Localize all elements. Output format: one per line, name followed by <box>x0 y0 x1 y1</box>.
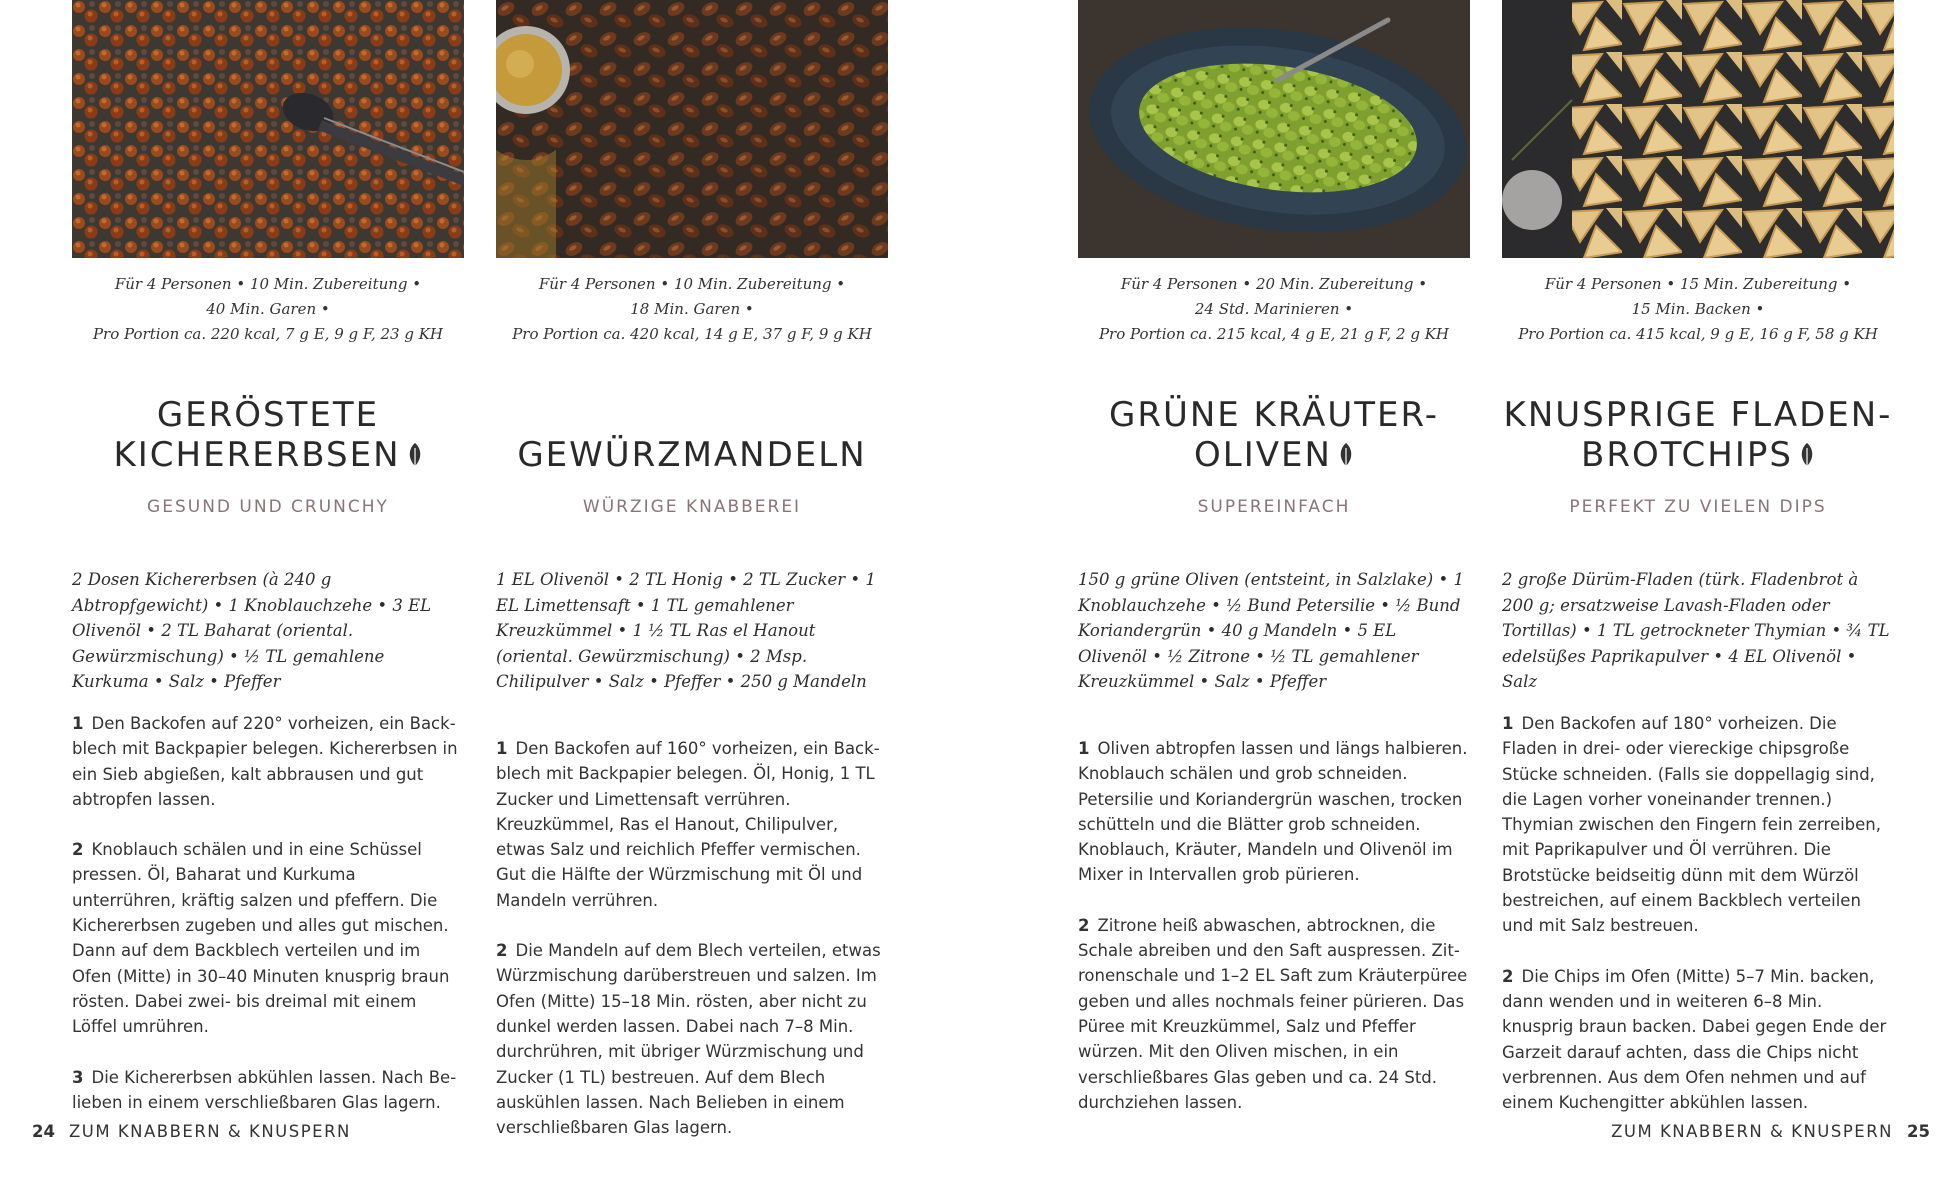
title-line: GERÖSTETE <box>156 395 380 435</box>
title-line: GRÜNE KRÄUTER- <box>1108 395 1440 435</box>
title-line: KICHERERBSEN <box>113 435 401 475</box>
page-number: 24 <box>32 1122 55 1141</box>
recipe-steps <box>1502 711 1894 1115</box>
recipe-subtitle: SUPEREINFACH <box>1197 497 1351 517</box>
recipe-step <box>1078 913 1470 1115</box>
step-text: Zitrone heiß abwaschen, abtrocknen, die Schale abreiben und den Saft auspressen. Zitronenschale und 1–2 EL Saft zum Kräuterpüree geben und alles nochmals feiner pürieren. Das Püree mit Kreuzkümmel, Salz und Pfeffer würzen. Mit den Oliven mischen, in ein verschließbares Glas geben und ca. 24 Std. durchziehen lassen. <box>1078 915 1468 1112</box>
recipe-photo <box>496 0 888 258</box>
footer-right <box>1611 1122 1944 1141</box>
recipe-column-olives <box>1078 0 1470 1140</box>
title-line: BROTCHIPS <box>1581 435 1793 475</box>
recipe-step <box>72 711 464 812</box>
step-text: Die Mandeln auf dem Blech verteilen, etwas Würzmischung darüberstreuen und salzen. Im Ofen (Mitte) 15–18 Min. rösten, aber nicht zu dunkel werden lassen. Dabei nach 7–8 Min. durchrühren, mit übriger Würzmischung und Zucker (1 TL) bestreuen. Auf dem Blech auskühlen lassen. Nach Belieben in einem verschließbaren Glas lagern. <box>496 941 881 1138</box>
step-text: Den Backofen auf 180° vorheizen. Die Fladen in drei- oder viereckige chipsgroße Stücke schneiden. (Falls sie doppellagig sind, die Lagen vorher voneinander trennen.) Thymian zwischen den Fingern fein zerreiben, mit Paprikapulver und Öl verrühren. Die Brotstücke beidseitig dünn mit dem Würzöl bestreichen, auf einem Backblech verteilen und mit Salz bestreuen. <box>1502 714 1882 936</box>
roasted-chickpeas-photo <box>72 0 464 258</box>
recipe-meta <box>72 272 464 347</box>
recipe-column-chickpeas <box>72 0 464 1140</box>
step-number: 2 <box>496 941 508 961</box>
leaf-icon <box>1799 442 1815 468</box>
recipe-step <box>1078 736 1470 888</box>
step-text: Die Kichererbsen abkühlen lassen. Nach Belieben in einem verschließbaren Glas lagern. <box>72 1067 457 1112</box>
flatbread-chips-photo <box>1502 0 1894 258</box>
step-text: Den Backofen auf 160° vorheizen, ein Backblech mit Backpapier belegen. Öl, Honig, 1 TL Zucker und Limettensaft verrühren. Kreuzkümmel, Ras el Hanout, Chilipulver, etwas Salz und reichlich Pfeffer vermischen. Gut die Hälfte der Würzmischung mit Öl und Mandeln verrühren. <box>496 739 880 910</box>
leaf-icon <box>407 442 423 468</box>
recipe-subtitle: WÜRZIGE KNABBEREI <box>582 497 802 517</box>
recipe-title <box>1504 395 1893 475</box>
recipe-photo <box>1078 0 1470 258</box>
recipe-subtitle: GESUND UND CRUNCHY <box>147 497 389 517</box>
spiced-almonds-photo <box>496 0 888 258</box>
meta-line: 18 Min. Garen • <box>630 300 754 318</box>
footer-left <box>18 1122 351 1141</box>
step-number: 2 <box>1078 915 1090 935</box>
step-text: Die Chips im Ofen (Mitte) 5–7 Min. backen, dann wenden und in weiteren 6–8 Min. knusprig braun backen. Dabei gegen Ende der Garzeit darauf achten, dass die Chips nicht verbrennen. Aus dem Ofen nehmen und auf einem Kuchengitter abkühlen lassen. <box>1502 966 1887 1113</box>
page-number: 25 <box>1907 1122 1930 1141</box>
title-line: GEWÜRZMANDELN <box>517 435 867 475</box>
title-line: OLIVEN <box>1194 435 1332 475</box>
recipe-step <box>72 1065 464 1116</box>
step-number: 3 <box>72 1067 84 1087</box>
section-title: ZUM KNABBERN & KNUSPERN <box>68 1122 351 1141</box>
recipe-step <box>496 938 888 1140</box>
meta-line: Pro Portion ca. 215 kcal, 4 g E, 21 g F, 2 g KH <box>1098 325 1450 343</box>
step-text: Den Backofen auf 220° vorheizen, ein Backblech mit Backpapier belegen. Kichererbsen in ein Sieb abgießen, kalt abbrausen und gut abtropfen lassen. <box>72 714 458 809</box>
step-number: 2 <box>1502 966 1514 986</box>
meta-line: Für 4 Personen • 15 Min. Zubereitung • <box>1544 275 1852 293</box>
meta-line: Pro Portion ca. 415 kcal, 9 g E, 16 g F, 58 g KH <box>1518 325 1878 343</box>
ingredient-list: 2 große Dürüm-Fladen (türk. Fladenbrot à 200 g; ersatzweise Lavash-Fladen oder Tortillas) • 1 TL getrockneter Thymian • ¾ TL edelsüßes Paprikapulver • 4 EL Olivenöl • Salz <box>1502 570 1890 691</box>
step-number: 1 <box>1078 739 1090 758</box>
ingredient-list: 1 EL Olivenöl • 2 TL Honig • 2 TL Zucker • 1 EL Limettensaft • 1 TL gemahlener Kreuzkümmel • 1 ½ TL Ras el Hanout (oriental. Gewürzmischung) • 2 Msp. Chilipulver • Salz • Pfeffer • 250 g Mandeln <box>496 570 876 691</box>
section-title: ZUM KNABBERN & KNUSPERN <box>1611 1122 1894 1141</box>
recipe-column-flatbread-chips <box>1502 0 1894 1140</box>
recipe-title <box>113 395 422 475</box>
ingredient-list: 2 Dosen Kichererbsen (à 240 g Abtropfgewicht) • 1 Knoblauchzehe • 3 EL Olivenöl • 2 TL Baharat (oriental. Gewürzmischung) • ½ TL gemahlene Kurkuma • Salz • Pfeffer <box>72 570 432 691</box>
recipe-subtitle: PERFEKT ZU VIELEN DIPS <box>1569 497 1827 517</box>
recipe-meta <box>1078 272 1470 347</box>
recipe-step <box>72 837 464 1039</box>
recipe-meta <box>496 272 888 347</box>
step-text: Knoblauch schälen und in eine Schüssel pressen. Öl, Baharat und Kurkuma unterrühren, kräftig salzen und pfeffern. Die Kichererbsen zugeben und alles gut mischen. Dann auf dem Backblech verteilen und im Ofen (Mitte) in 30–40 Minuten knusprig braun rösten. Dabei zwei- bis dreimal mit einem Löffel umrühren. <box>72 840 450 1037</box>
recipe-step <box>1502 711 1894 939</box>
step-number: 1 <box>72 714 84 733</box>
recipe-step <box>1502 964 1894 1116</box>
meta-line: 15 Min. Backen • <box>1631 300 1765 318</box>
herb-olives-photo <box>1078 0 1470 258</box>
meta-line: Pro Portion ca. 220 kcal, 7 g E, 9 g F, 23 g KH <box>92 325 444 343</box>
recipe-steps <box>496 736 888 1140</box>
recipe-title <box>517 435 866 475</box>
meta-line: 24 Std. Marinieren • <box>1194 300 1354 318</box>
step-text: Oliven abtropfen lassen und längs halbieren. Knoblauch schälen und grob schneiden. Petersilie und Koriandergrün waschen, trocken schütteln und die Blätter grob schneiden. Knoblauch, Kräuter, Mandeln und Olivenöl im Mixer in Intervallen grob pürieren. <box>1078 739 1468 885</box>
recipe-photo <box>72 0 464 258</box>
leaf-icon <box>1338 442 1354 468</box>
meta-line: Für 4 Personen • 20 Min. Zubereitung • <box>1120 275 1428 293</box>
meta-line: Pro Portion ca. 420 kcal, 14 g E, 37 g F, 9 g KH <box>512 325 872 343</box>
recipe-photo <box>1502 0 1894 258</box>
recipe-steps <box>72 711 464 1115</box>
meta-line: Für 4 Personen • 10 Min. Zubereitung • <box>114 275 422 293</box>
step-number: 2 <box>72 840 84 860</box>
meta-line: Für 4 Personen • 10 Min. Zubereitung • <box>538 275 846 293</box>
recipe-meta <box>1502 272 1894 347</box>
recipe-steps <box>1078 736 1470 1115</box>
meta-line: 40 Min. Garen • <box>206 300 330 318</box>
step-number: 1 <box>496 739 508 758</box>
recipe-step <box>496 736 888 913</box>
recipe-column-almonds <box>496 0 888 1165</box>
ingredient-list: 150 g grüne Oliven (entsteint, in Salzlake) • 1 Knoblauchzehe • ½ Bund Petersilie • ½ Bund Koriandergrün • 40 g Mandeln • 5 EL Olivenöl • ½ Zitrone • ½ TL gemahlener Kreuzkümmel • Salz • Pfeffer <box>1078 570 1464 691</box>
title-line: KNUSPRIGE FLADEN- <box>1503 395 1893 435</box>
step-number: 1 <box>1502 714 1514 733</box>
recipe-title <box>1109 395 1439 475</box>
